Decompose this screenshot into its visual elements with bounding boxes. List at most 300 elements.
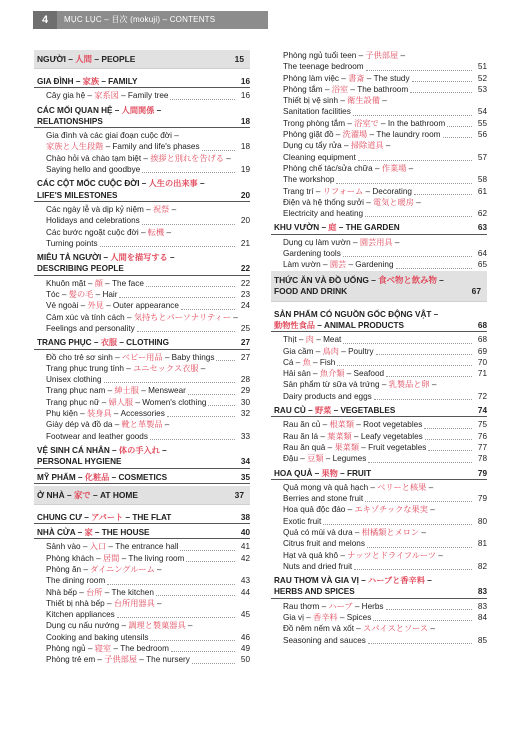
entry-title-line: Phụ kiện – 装身具 – Accessories [46, 409, 165, 419]
entry-title-line: Phòng ngủ – 寝室 – The bedroom [46, 644, 169, 654]
entry-title-line: Saying hello and goodbye [46, 165, 141, 175]
dot-leader [365, 216, 472, 217]
toc-section-heading[interactable] [271, 271, 487, 302]
entry-title-line: Holidays and celebrations [46, 216, 140, 226]
dot-leader [343, 256, 472, 257]
entry-title-line: Rau ăn quả – 果菜類 – Fruit vegetables [283, 442, 427, 452]
dot-leader [424, 428, 472, 429]
toc-subentry[interactable] [34, 553, 250, 564]
page-ref: 69 [477, 346, 487, 356]
toc-subentry[interactable] [271, 50, 487, 73]
toc-subentry[interactable] [271, 186, 487, 197]
toc-subentry[interactable] [271, 95, 487, 118]
page-ref: 49 [240, 644, 250, 654]
dot-leader [180, 550, 234, 551]
japanese-term: 乳製品と卵 [388, 380, 430, 390]
entry-title-line: Phòng làm việc – 書斎 – The study [283, 73, 410, 83]
page-ref: 21 [240, 238, 250, 248]
entry-title-line: Sanitation facilities [283, 107, 351, 117]
page-ref: 15 [234, 54, 244, 64]
entry-title-line: Cây gia hệ – 家系図 – Family tree [46, 91, 169, 101]
japanese-term: 浴室 [331, 84, 349, 94]
japanese-term: 掃除道具 [350, 141, 384, 151]
entry-title-line: Unisex clothing [46, 375, 102, 385]
japanese-term: 人間を描写する [110, 253, 168, 263]
page-number: 4 [33, 11, 57, 29]
dot-leader [336, 183, 471, 184]
toc-chapter-entry[interactable] [271, 222, 487, 234]
page-ref: 20 [240, 190, 250, 200]
entry-title-line: Làm vườn – 園芸 – Gardening [283, 260, 394, 270]
page-ref: 85 [477, 635, 487, 645]
entry-title-line: The dining room [46, 576, 106, 586]
toc-subentry[interactable] [34, 598, 250, 621]
dot-leader [365, 501, 472, 502]
page-ref: 20 [240, 216, 250, 226]
page-ref: 77 [477, 442, 487, 452]
entry-title-line: Đồ cho trẻ sơ sinh – ベビー用品 – Baby things [46, 352, 215, 362]
japanese-term: 豆類 [307, 454, 324, 464]
dot-leader [374, 399, 472, 400]
dot-leader [181, 309, 235, 310]
toc-chapter-entry[interactable] [34, 527, 250, 539]
toc-chapter-entry[interactable] [34, 337, 250, 349]
dot-leader [117, 617, 235, 618]
toc-subentry[interactable] [271, 612, 487, 623]
entry-title-line: Footwear and leather goods [46, 431, 148, 441]
entry-title-line: 動物性食品 – ANIMAL PRODUCTS [274, 320, 404, 330]
page-ref: 55 [477, 118, 487, 128]
toc-subentry[interactable] [271, 259, 487, 270]
toc-chapter-entry[interactable] [34, 105, 250, 129]
entry-title-line: RELATIONSHIPS [37, 116, 103, 126]
entry-title-line: Giày dép và đồ da – 靴と革製品 – [46, 420, 170, 430]
page-ref: 53 [477, 84, 487, 94]
entry-title-line: FOOD AND DRINK [274, 286, 348, 297]
japanese-term: 人間 [75, 54, 93, 64]
japanese-term: アパート [91, 512, 124, 522]
entry-title-line: MIÊU TẢ NGƯỜI – 人間を描写する – [37, 253, 175, 263]
entry-title-line: Feelings and personality [46, 323, 135, 333]
toc-subentry[interactable] [34, 385, 250, 396]
dot-leader [354, 569, 472, 570]
entry-title-line: Nhà bếp – 台所 – The kitchen [46, 587, 154, 597]
japanese-term: 洗濯場 [342, 130, 368, 140]
toc-subentry[interactable] [34, 204, 250, 227]
page-ref: 74 [477, 406, 487, 416]
entry-title-line: Phòng ngủ tuổi teen – 子供部屋 – [283, 51, 406, 60]
entry-title-line: Cleaning equipment [283, 152, 356, 162]
page-ref: 52 [477, 73, 487, 83]
entry-title-line: Tóc – 髪の毛 – Hair [46, 290, 118, 300]
entry-title-line: Rau thơm – ハーブ – Herbs [283, 601, 384, 611]
entry-title-line: The teenage bedroom [283, 62, 364, 72]
page-ref: 82 [477, 561, 487, 571]
entry-title-line: Vẻ ngoài – 外見 – Outer appearance [46, 301, 179, 311]
toc-subentry[interactable] [34, 397, 250, 408]
entry-title-line: NGƯỜI – 人間 – PEOPLE [37, 54, 136, 64]
dot-leader [188, 394, 235, 395]
page-ref: 57 [477, 152, 487, 162]
entry-title-line: Phòng chế tác/sửa chữa – 作業場 – [283, 163, 414, 173]
page-ref: 83 [477, 601, 487, 611]
page-ref: 37 [234, 489, 244, 500]
toc-subentry[interactable] [34, 587, 250, 598]
toc-chapter-entry[interactable] [34, 512, 250, 524]
toc-subentry[interactable] [34, 541, 250, 552]
japanese-term: 子供部屋 [365, 51, 399, 60]
entry-title-line: Rau ăn củ – 根菜類 – Root vegetables [283, 420, 423, 430]
japanese-term: 衛生設備 [347, 96, 380, 106]
japanese-term: ハーブ [328, 601, 353, 611]
toc-subentry[interactable] [271, 334, 487, 345]
entry-title-line: Exotic fruit [283, 516, 322, 526]
page-ref: 44 [240, 587, 250, 597]
toc-subentry[interactable] [34, 312, 250, 335]
entry-title-line: Trang phục trung tính – ユニセックス衣服 – [46, 363, 206, 373]
japanese-term: 家族 [82, 77, 100, 86]
japanese-term: 化粧品 [84, 472, 110, 482]
japanese-term: 作業場 [381, 163, 407, 173]
toc-subentry[interactable] [271, 73, 487, 84]
page-ref: 83 [477, 587, 487, 597]
toc-chapter-entry[interactable] [34, 76, 250, 88]
dot-leader [150, 439, 235, 440]
entry-title-line: TRANG PHỤC – 衣服 – CLOTHING [37, 338, 169, 348]
dot-leader [425, 439, 472, 440]
page-ref: 68 [477, 320, 487, 330]
japanese-term: 台所 [86, 587, 103, 597]
japanese-term: スパイスとソース [363, 624, 429, 634]
japanese-term: 魚介類 [319, 369, 345, 379]
page-ref: 22 [240, 264, 250, 274]
toc-chapter-entry[interactable] [271, 575, 487, 599]
toc-subentry[interactable] [34, 654, 250, 665]
japanese-term: 靴と革製品 [121, 420, 163, 430]
japanese-term: 挨拶と別れを告げる [150, 153, 224, 163]
toc-subentry[interactable] [271, 419, 487, 430]
toc-subentry[interactable] [271, 237, 487, 260]
japanese-term: 庭 [328, 223, 337, 233]
entry-title-line: Berries and stone fruit [283, 494, 364, 504]
toc-chapter-entry[interactable] [271, 309, 487, 333]
dot-leader [170, 99, 234, 100]
japanese-term: 気持ちとパーソナリティー [133, 312, 231, 322]
entry-title-line: HERBS AND SPICES [274, 587, 355, 597]
toc-subentry[interactable] [34, 419, 250, 442]
toc-subentry[interactable] [271, 84, 487, 95]
entry-title-line: The workshop [283, 175, 335, 185]
entry-title-line: Nuts and dried fruit [283, 561, 353, 571]
page-ref: 16 [240, 77, 250, 86]
header-title: MỤC LỤC – 目次 (mokuji) – CONTENTS [64, 15, 216, 24]
dot-leader [353, 115, 472, 116]
japanese-term: 家族と人生段階 [46, 142, 104, 152]
page-ref: 50 [240, 655, 250, 665]
dot-leader [367, 547, 472, 548]
japanese-term: ハーブと香辛料 [368, 576, 425, 586]
toc-subentry[interactable] [34, 408, 250, 419]
toc-subentry[interactable] [271, 601, 487, 612]
page-ref: 34 [240, 457, 250, 467]
toc-chapter-entry[interactable] [34, 472, 250, 484]
entry-title-line: NHÀ CỬA – 家 – THE HOUSE [37, 528, 150, 538]
toc-subentry[interactable] [34, 363, 250, 386]
japanese-term: 根菜類 [329, 420, 355, 430]
toc-subentry[interactable] [34, 352, 250, 363]
entry-title-line: Các bước ngoặt cuộc đời – 転機 – [46, 227, 172, 237]
entry-title-line: Cooking and baking utensils [46, 632, 149, 642]
toc-subentry[interactable] [271, 346, 487, 357]
page-ref: 25 [240, 323, 250, 333]
toc-subentry[interactable] [271, 527, 487, 550]
japanese-term: 顔 [94, 278, 103, 288]
toc-subentry[interactable] [271, 453, 487, 464]
entry-title-line: Cá – 魚 – Fish [283, 357, 336, 367]
japanese-term: 鳥肉 [322, 346, 339, 356]
dot-leader [396, 268, 472, 269]
japanese-term: 装身具 [86, 409, 112, 419]
page-ref: 40 [240, 528, 250, 538]
entry-title-line: MỸ PHẨM – 化粧品 – COSMETICS [37, 472, 168, 482]
page-ref: 61 [477, 186, 487, 196]
toc-subentry[interactable] [271, 482, 487, 505]
page-ref: 43 [240, 576, 250, 586]
entry-title-line: Đồ nêm nếm và xốt – スパイスとソース – [283, 624, 435, 634]
entry-title-line: Phòng tắm – 浴室 – The bathroom [283, 84, 409, 94]
entry-title-line: 家族と人生段階 – Family and life's phases [46, 142, 200, 152]
toc-chapter-entry[interactable] [271, 468, 487, 480]
entry-title-line: Điện và hệ thống sưởi – 電気と暖房 – [283, 197, 421, 207]
dot-leader [142, 224, 235, 225]
dot-leader [171, 651, 235, 652]
page-ref: 62 [477, 209, 487, 219]
toc-subentry[interactable] [34, 278, 250, 289]
toc-left-column [34, 50, 250, 666]
page-ref: 30 [240, 397, 250, 407]
entry-title-line: Dụng cụ nấu nướng – 調理と製菓器具 – [46, 621, 193, 631]
toc-subentry[interactable] [271, 504, 487, 527]
toc-chapter-entry[interactable] [271, 405, 487, 417]
toc-subentry[interactable] [271, 550, 487, 573]
toc-subentry[interactable] [34, 300, 250, 311]
page-ref: 27 [240, 338, 250, 348]
japanese-term: 柑橘類とメロン [361, 527, 420, 537]
entry-title-line: Gia đình và các giai đoạn cuộc đời – [46, 131, 179, 141]
entry-title-line: Sảnh vào – 入口 – The entrance hall [46, 542, 179, 552]
japanese-term: 家系図 [94, 91, 119, 101]
japanese-term: 寝室 [94, 644, 112, 654]
entry-title-line: CHUNG CƯ – アパート – THE FLAT [37, 512, 172, 522]
dot-leader [186, 561, 235, 562]
page-ref: 45 [240, 610, 250, 620]
entry-title-line: Electricity and heating [283, 209, 364, 219]
toc-subentry[interactable] [271, 623, 487, 646]
page-ref: 23 [240, 290, 250, 300]
entry-title-line: Dụng cụ làm vườn – 園芸用具 – [283, 237, 400, 247]
entry-title-line: Kitchen appliances [46, 610, 115, 620]
toc-subentry[interactable] [34, 620, 250, 643]
entry-title-line: Gia cầm – 鳥肉 – Poultry [283, 346, 374, 356]
entry-title-line: KHU VƯỜN – 庭 – THE GARDEN [274, 223, 400, 233]
japanese-term: 果物 [321, 468, 338, 478]
dot-leader [142, 172, 235, 173]
entry-title-line: Thiết bị nhà bếp – 台所用器具 – [46, 598, 162, 608]
dot-leader [343, 343, 472, 344]
japanese-term: 肉 [305, 335, 314, 345]
japanese-term: 人間関係 [121, 105, 155, 115]
page-ref: 51 [477, 62, 487, 72]
japanese-term: 祝祭 [152, 204, 170, 214]
japanese-term: 家 [84, 528, 93, 538]
toc-chapter-entry[interactable] [34, 252, 250, 276]
japanese-term: 葉菜類 [327, 431, 352, 441]
japanese-term: 紳士服 [114, 386, 139, 396]
japanese-term: 衣服 [100, 338, 118, 348]
page-ref: 78 [477, 454, 487, 464]
entry-title-line: HOA QUẢ – 果物 – FRUIT [274, 468, 372, 478]
dot-leader [337, 365, 472, 366]
page-ref: 41 [240, 542, 250, 552]
dot-leader [412, 81, 472, 82]
japanese-term: ベビー用品 [121, 352, 163, 362]
toc-subentry[interactable] [271, 118, 487, 129]
entry-title-line: Trang phục nam – 紳士服 – Menswear [46, 386, 186, 396]
entry-title-line: CÁC CỘT MỐC CUỘC ĐỜI – 人生の出来事 – [37, 179, 205, 189]
dot-leader [443, 137, 472, 138]
dot-leader [100, 246, 235, 247]
dot-leader [202, 150, 235, 151]
page-ref: 79 [477, 468, 487, 478]
entry-title-line: Gia vị – 香辛料 – Spices [283, 613, 372, 623]
japanese-term: 食べ物と飲み物 [378, 274, 437, 285]
toc-chapter-entry[interactable] [34, 178, 250, 202]
japanese-term: ユニセックス衣服 [133, 363, 199, 373]
toc-subentry[interactable] [34, 289, 250, 300]
toc-subentry[interactable] [34, 153, 250, 176]
dot-leader [358, 160, 472, 161]
toc-subentry[interactable] [34, 90, 250, 101]
toc-chapter-entry[interactable] [34, 445, 250, 469]
page-ref: 54 [477, 107, 487, 117]
dot-leader [192, 663, 235, 664]
entry-title-line: PERSONAL HYGIENE [37, 457, 122, 467]
page-header [0, 0, 524, 34]
page-ref: 42 [240, 553, 250, 563]
page-ref: 38 [240, 512, 250, 522]
entry-title-line: THỨC ĂN VÀ ĐỒ UỐNG – 食べ物と飲み物 – [274, 274, 444, 285]
dot-leader [216, 360, 234, 361]
toc-subentry[interactable] [271, 431, 487, 442]
toc-subentry[interactable] [271, 163, 487, 186]
entry-title-line: DESCRIBING PEOPLE [37, 264, 124, 274]
entry-title-line: Seasoning and sauces [283, 635, 366, 645]
page-ref: 71 [477, 369, 487, 379]
toc-subentry[interactable] [34, 643, 250, 654]
entry-title-line: LIFE'S MILESTONES [37, 190, 118, 200]
toc-subentry[interactable] [34, 227, 250, 250]
dot-leader [107, 584, 235, 585]
toc-section-heading[interactable] [34, 486, 250, 505]
toc-subentry[interactable] [271, 442, 487, 453]
japanese-term: 子供部屋 [104, 655, 138, 665]
page-ref: 68 [477, 335, 487, 345]
japanese-term: 調理と製菓器具 [128, 621, 186, 631]
dot-leader [119, 297, 234, 298]
toc-subentry[interactable] [34, 130, 250, 153]
dot-leader [428, 450, 472, 451]
dot-leader [137, 331, 235, 332]
japanese-term: 浴室で [354, 118, 379, 128]
japanese-term: 婦人服 [108, 397, 134, 407]
japanese-term: 髪の毛 [68, 290, 94, 300]
japanese-term: ナッツとドライフルーツ [347, 550, 436, 560]
dot-leader [323, 524, 472, 525]
japanese-term: 動物性食品 [274, 320, 315, 330]
page-ref: 19 [240, 165, 250, 175]
entry-title-line: Phòng giặt đồ – 洗濯場 – The laundry room [283, 130, 441, 140]
japanese-term: 魚 [302, 357, 311, 367]
entry-title-line: VỆ SINH CÁ NHÂN – 体の手入れ – [37, 445, 167, 455]
entry-title-line: SẢN PHẨM CÓ NGUỒN GỐC ĐỘNG VẬT – [274, 309, 439, 319]
page-ref: 24 [240, 301, 250, 311]
toc-subentry[interactable] [271, 140, 487, 163]
dot-leader [368, 643, 472, 644]
dot-leader [104, 382, 235, 383]
page-ref: 84 [477, 613, 487, 623]
dot-leader [376, 354, 472, 355]
japanese-term: 台所用器具 [113, 598, 155, 608]
entry-title-line: Trong phòng tắm – 浴室で – In the bathroom [283, 118, 446, 128]
entry-title-line: Các ngày lễ và dịp kỷ niệm – 祝祭 – [46, 204, 177, 214]
page-ref: 29 [240, 386, 250, 396]
japanese-term: 入口 [89, 542, 107, 552]
toc-subentry[interactable] [271, 129, 487, 140]
entry-title-line: Hoa quả độc đáo – エキゾチックな果実 – [283, 505, 435, 515]
japanese-term: ダイニングルーム [90, 564, 155, 574]
toc-subentry[interactable] [271, 197, 487, 220]
page-ref: 79 [477, 494, 487, 504]
entry-title-line: Phòng trẻ em – 子供部屋 – The nursery [46, 655, 190, 665]
toc-right-column [271, 50, 487, 646]
japanese-term: 電気と暖房 [373, 197, 414, 207]
entry-title-line: Khuôn mặt – 顔 – The face [46, 278, 144, 288]
toc-subentry[interactable] [271, 368, 487, 379]
toc-subentry[interactable] [34, 564, 250, 587]
entry-title-line: Thịt – 肉 – Meat [283, 335, 342, 345]
dot-leader [366, 70, 472, 71]
entry-title-line: Gardening tools [283, 249, 341, 259]
toc-subentry[interactable] [271, 357, 487, 368]
dot-leader [386, 376, 472, 377]
japanese-term: 居間 [102, 553, 120, 563]
page-ref: 72 [477, 391, 487, 401]
dot-leader [386, 609, 472, 610]
toc-section-heading[interactable] [34, 50, 250, 69]
japanese-term: 園芸 [329, 260, 347, 270]
page-ref: 70 [477, 357, 487, 367]
japanese-term: 外見 [87, 301, 104, 311]
japanese-term: ベリーと核果 [377, 482, 427, 492]
entry-title-line: Ở NHÀ – 家で – AT HOME [37, 489, 138, 500]
page-ref: 80 [477, 516, 487, 526]
entry-title-line: Chào hỏi và chào tạm biệt – 挨拶と別れを告げる – [46, 153, 231, 163]
entry-title-line: Sản phẩm từ sữa và trứng – 乳製品と卵 – [283, 380, 437, 390]
entry-title-line: Phòng ăn – ダイニングルーム – [46, 564, 162, 574]
toc-subentry[interactable] [271, 379, 487, 402]
entry-title-line: Quả mọng và quả hạch – ベリーと核果 – [283, 482, 434, 492]
japanese-term: 果菜類 [334, 442, 360, 452]
